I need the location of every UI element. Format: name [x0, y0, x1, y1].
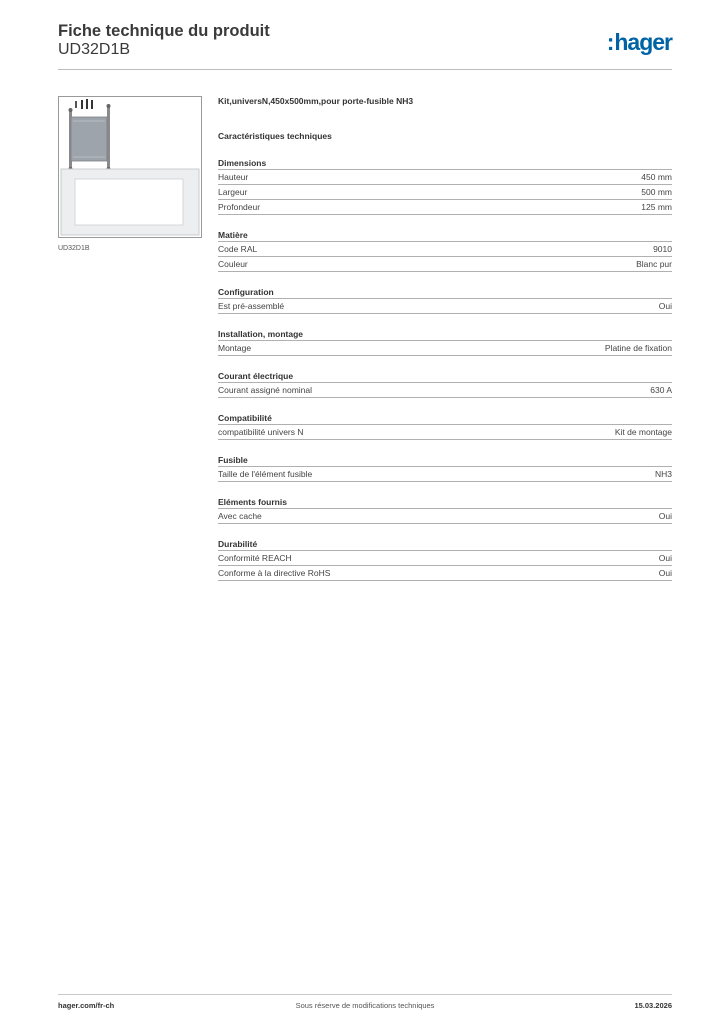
spec-row [218, 299, 672, 314]
spec-section-title: Caractéristiques techniques [218, 131, 332, 141]
spec-value: Blanc pur [636, 259, 672, 269]
document-title: Fiche technique du produit [58, 22, 270, 40]
spec-group-installation [218, 328, 672, 356]
spec-value: NH3 [654, 469, 672, 479]
spec-value: 630 A [650, 385, 672, 395]
group-title: Eléments fournis [218, 496, 672, 509]
spec-label: Code RAL [218, 244, 258, 254]
spec-group-matiere [218, 229, 672, 272]
spec-row [218, 200, 672, 215]
spec-group-fusible [218, 454, 672, 482]
spec-label: Montage [218, 343, 252, 353]
spec-row [218, 566, 672, 581]
page-footer [58, 994, 672, 1014]
spec-label: Profondeur [218, 202, 261, 212]
spec-row [218, 242, 672, 257]
group-title: Configuration [218, 286, 672, 299]
spec-row [218, 341, 672, 356]
group-title: Compatibilité [218, 412, 672, 425]
spec-value: 9010 [653, 244, 672, 254]
group-title: Courant électrique [218, 370, 672, 383]
spec-label: Conforme à la directive RoHS [218, 568, 331, 578]
spec-row [218, 467, 672, 482]
group-title: Matière [218, 229, 672, 242]
group-title: Durabilité [218, 538, 672, 551]
spec-group-compatibilite [218, 412, 672, 440]
group-title: Fusible [218, 454, 672, 467]
spec-label: Couleur [218, 259, 248, 269]
spec-row [218, 170, 672, 185]
spec-label: Largeur [218, 187, 248, 197]
spec-label: Courant assigné nominal [218, 385, 313, 395]
spec-row [218, 257, 672, 272]
product-image [58, 96, 202, 238]
spec-row [218, 509, 672, 524]
spec-value: Platine de fixation [604, 343, 672, 353]
spec-group-courant [218, 370, 672, 398]
spec-group-durabilite [218, 538, 672, 581]
spec-group-dimensions [218, 157, 672, 215]
spec-value: Kit de montage [614, 427, 672, 437]
spec-row [218, 383, 672, 398]
spec-value: Oui [658, 301, 672, 311]
product-reference: UD32D1B [58, 41, 131, 58]
spec-value: Oui [658, 511, 672, 521]
spec-label: compatibilité univers N [218, 427, 304, 437]
spec-value: Oui [658, 568, 672, 578]
spec-label: Est pré-assemblé [218, 301, 285, 311]
disclaimer: Sous réserve de modifications techniques [295, 1001, 435, 1010]
spec-value: 500 mm [641, 187, 672, 197]
spec-row [218, 185, 672, 200]
spec-label: Taille de l'élément fusible [218, 469, 313, 479]
spec-value: 125 mm [641, 202, 672, 212]
spec-group-configuration [218, 286, 672, 314]
website-link[interactable]: hager.com/fr-ch [58, 1001, 115, 1010]
group-title: Dimensions [218, 157, 672, 170]
hager-logo: :hager [606, 29, 672, 55]
group-title: Installation, montage [218, 328, 672, 341]
mounting-kit-illustration [59, 97, 201, 237]
logo-text: hager [614, 29, 672, 55]
spec-group-elements-fournis [218, 496, 672, 524]
spec-label: Conformité REACH [218, 553, 292, 563]
spec-label: Avec cache [218, 511, 262, 521]
spec-row [218, 425, 672, 440]
product-description: Kit,universN,450x500mm,pour porte-fusible NH3 [218, 96, 414, 106]
page-header [58, 20, 672, 70]
image-caption: UD32D1B [58, 245, 90, 252]
spec-value: Oui [658, 553, 672, 563]
document-date: 15.03.2026 [634, 1001, 672, 1010]
spec-content [218, 96, 672, 581]
spec-label: Hauteur [218, 172, 249, 182]
spec-row [218, 551, 672, 566]
spec-value: 450 mm [641, 172, 672, 182]
